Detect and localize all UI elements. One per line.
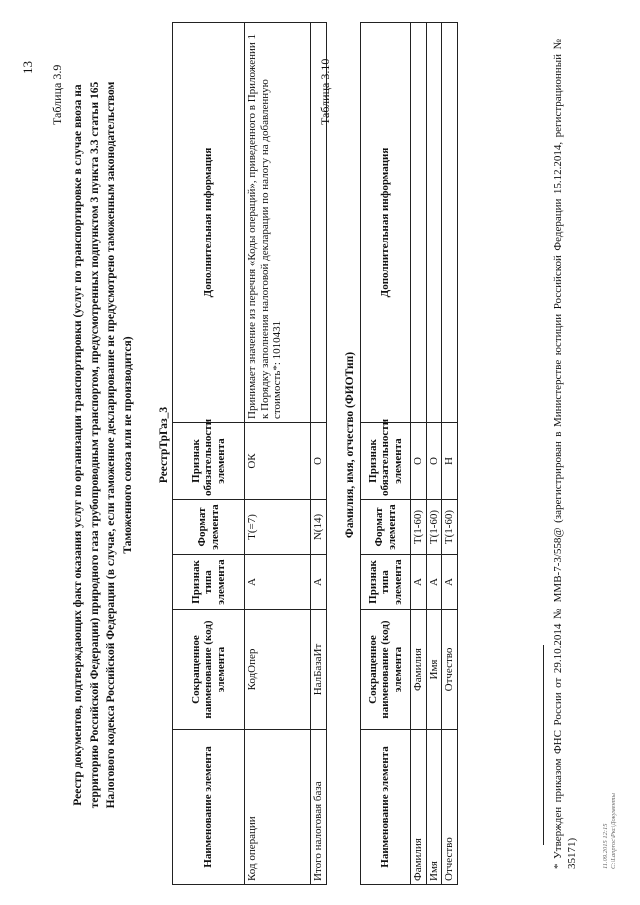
header-cell: Сокращенное наименование (код) элемента xyxy=(173,610,245,730)
table-cell: Отчество xyxy=(442,610,458,730)
header-cell: Признак обязательности элемента xyxy=(173,423,245,500)
table-cell: НалБазаИт xyxy=(311,610,327,730)
table-cell: А xyxy=(311,555,327,610)
table-cell: О xyxy=(411,423,427,500)
table-cell: Фамилия xyxy=(411,610,427,730)
table-cell: Т(=7) xyxy=(245,500,311,555)
table-row xyxy=(245,23,311,885)
table-cell xyxy=(411,23,427,423)
table-row xyxy=(442,23,458,885)
table-cell: Т(1-60) xyxy=(442,500,458,555)
document-heading: Реестр документов, подтверждающих факт оказания услуг по организации транспортировки (услуг по транспортировке в случае ввоза на территорию Российской Федерации) природного газа трубопроводным транспортом, предусмотренных подпунктом 3 пункта 3.3 статьи 165 Налогового кодекса Российской Федерации (в случае, если таможенное декларирование не предусмотрено таможенным законодательством Таможенного союза или не производится) xyxy=(72,81,134,809)
table-cell: Т(1-60) xyxy=(411,500,427,555)
table-cell: Итого налоговая база xyxy=(311,730,327,885)
header-cell: Дополнительная информация xyxy=(361,23,411,423)
table-cell: Принимает значение из перечня «Коды операций», приведенного в Приложении 1 к Порядку заполнения налоговой декларации по налогу на добавленную стоимость*: 1010431 xyxy=(245,23,311,423)
table-cell: О xyxy=(426,423,442,500)
stamp-line: С:\Lanproc\Ркс\Документы xyxy=(610,793,617,869)
header-cell: Формат элемента xyxy=(361,500,411,555)
file-stamp xyxy=(602,793,618,869)
table-subtitle: Фамилия, имя, отчество (ФИОТип) xyxy=(344,351,356,539)
table-cell: Фамилия xyxy=(411,730,427,885)
table-subtitle: РеестрТрГаз_3 xyxy=(158,406,170,484)
header-cell: Признак обязательности элемента xyxy=(361,423,411,500)
table-cell xyxy=(442,23,458,423)
table-label: Таблица 3.10 xyxy=(318,58,332,125)
table-cell: Имя xyxy=(426,730,442,885)
table-cell: А xyxy=(442,555,458,610)
table-cell: А xyxy=(245,555,311,610)
header-cell: Дополнительная информация xyxy=(173,23,245,423)
table-cell: Код операции xyxy=(245,730,311,885)
table-label: Таблица 3.9 xyxy=(50,64,64,125)
table-cell: Т(1-60) xyxy=(426,500,442,555)
table-row xyxy=(411,23,427,885)
table-cell: ОК xyxy=(245,423,311,500)
table-header-row xyxy=(173,23,245,885)
header-cell: Наименование элемента xyxy=(173,730,245,885)
table-cell: О xyxy=(311,423,327,500)
table-cell xyxy=(426,23,442,423)
table-cell: А xyxy=(426,555,442,610)
footnote-separator xyxy=(543,645,544,845)
header-cell: Признак типа элемента xyxy=(361,555,411,610)
table-header-row xyxy=(361,23,411,885)
table-cell: Н xyxy=(442,423,458,500)
stamp-line: 11.09.2015 12:15 xyxy=(602,823,609,869)
page-number: 13 xyxy=(20,61,35,74)
table-cell: N(14) xyxy=(311,500,327,555)
registry-table xyxy=(172,22,327,885)
table-cell: А xyxy=(411,555,427,610)
table-cell: КодОпер xyxy=(245,610,311,730)
header-cell: Сокращенное наименование (код) элемента xyxy=(361,610,411,730)
table-row xyxy=(311,23,327,885)
table-cell: Имя xyxy=(426,610,442,730)
table-cell: Отчество xyxy=(442,730,458,885)
table-row xyxy=(426,23,442,885)
footnote: * Утвержден приказом ФНС России от 29.10.2014 № ММВ-7-3/558@ (зарегистрирован в Министерстве юстиции Российской Федерации 15.12.2014, регистрационный № 35171) xyxy=(552,39,578,869)
header-cell: Формат элемента xyxy=(173,500,245,555)
header-cell: Наименование элемента xyxy=(361,730,411,885)
fio-table xyxy=(360,22,458,885)
header-cell: Признак типа элемента xyxy=(173,555,245,610)
